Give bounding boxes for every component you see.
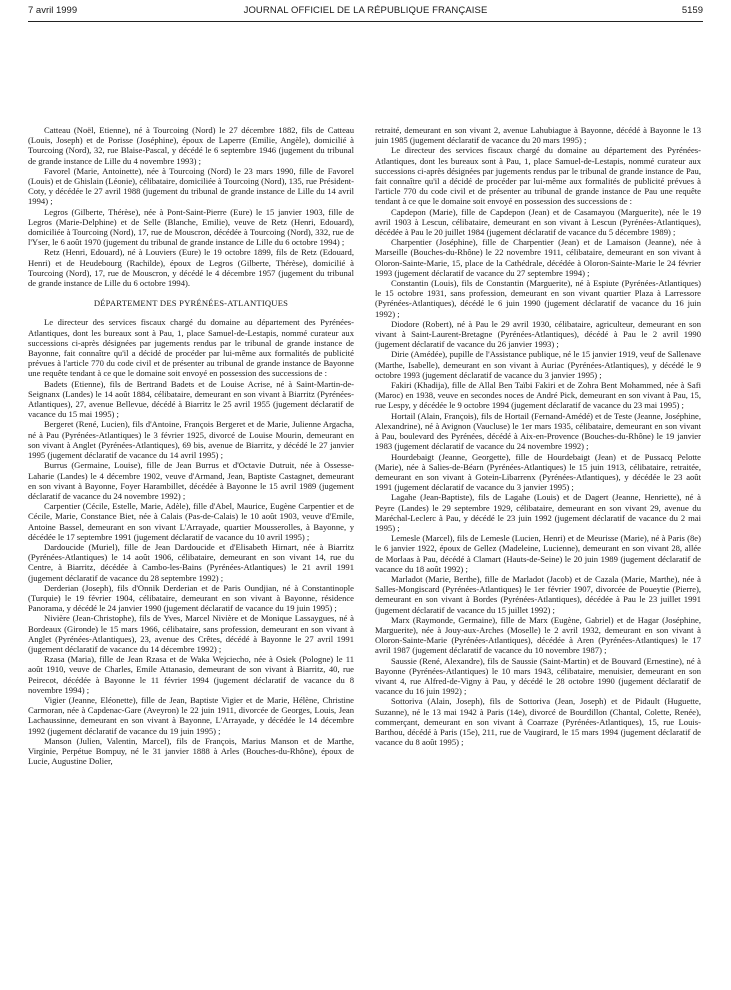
notice-paragraph: Derderian (Joseph), fils d'Onnik Derderian et de Paris Oundjian, né à Constantinople (Turquie) le 19 février 1904, célibataire, demeurant en son vivant à Bayonne, résidence Panorama, y décédé le 24 janvier 1990 (jugement déclaratif de vacance du 19 juin 1995) ; xyxy=(28,582,354,614)
continued-paragraph: retraité, demeurant en son vivant 2, avenue Lahubiague à Bayonne, décédé à Bayonne le 13 juin 1985 (jugement déclaratif de vacance du 20 mars 1995) ; xyxy=(375,125,701,146)
left-column xyxy=(28,125,354,985)
page-header xyxy=(28,5,703,19)
notice-paragraph: Favorel (Marie, Antoinette), née à Tourcoing (Nord) le 23 mars 1990, fille de Favorel (Louis) et de Ghislain (Léonie), célibataire, domiciliée à Tourcoing (Nord), 135, rue Président-Coty, y décédée le 27 avril 1988 (jugement du tribunal de grande instance de Lille du 14 avril 1994) ; xyxy=(28,165,354,207)
notice-paragraph: Marladot (Marie, Berthe), fille de Marladot (Jacob) et de Cazala (Marie, Marthe), née à Salles-Mongiscard (Pyrénées-Atlantiques) le 1er février 1907, divorcée de Poueytie (Pierre), demeurant en son vivant à Bordes (Pyrénées-Atlantiques), décédée à Pau le 23 juillet 1991 (jugement déclaratif de vacance du 15 juillet 1992) ; xyxy=(375,573,701,615)
notice-paragraph: Hourdebaigt (Jeanne, Georgette), fille de Hourdebaigt (Jean) et de Pussacq Pelotte (Marie), née à Salies-de-Béarn (Pyrénées-Atlantiques) le 15 juin 1913, célibataire, retraitée, demeurant en son vivant à Gotein-Libarrenx (Pyrénées-Atlantiques), y décédée le 23 août 1991 (jugement déclaratif de vacance du 3 janvier 1995) ; xyxy=(375,451,701,493)
notice-paragraph: Saussie (René, Alexandre), fils de Saussie (Saint-Martin) et de Bouvard (Ernestine), né à Bayonne (Pyrénées-Atlantiques) le 10 mars 1943, célibataire, menuisier, demeurant en son vivant 4, rue Alfred-de-Vigny à Pau, y décédé le 28 octobre 1990 (jugement déclaratif de vacance du 16 juin 1992) ; xyxy=(375,655,701,697)
notice-paragraph: Capdepon (Marie), fille de Capdepon (Jean) et de Casamayou (Marguerite), née le 19 avril 1903 à Lescun, célibataire, demeurant en son vivant à Lescun (Pyrénées-Atlantiques), décédée à Pau le 20 juillet 1984 (jugement déclaratif de vacance du 5 décembre 1989) ; xyxy=(375,206,701,238)
notice-paragraph: Hortail (Alain, François), fils de Hortail (Fernand-Amédé) et de Teste (Jeanne, Joséphine, Alexandrine), né à Avignon (Vaucluse) le 1er mars 1935, célibataire, demeurant en son vivant à Pau, boulevard des Pyrénées, décédé à Aix-en-Provence (Bouches-du-Rhône) le 19 janvier 1983 (jugement déclaratif de vacance du 24 novembre 1992) ; xyxy=(375,410,701,452)
notice-paragraph: Burrus (Germaine, Louise), fille de Jean Burrus et d'Octavie Dutruit, née à Ossesse-Laharie (Landes) le 4 décembre 1902, veuve d'Armand, Jean, Baptiste Castagnet, demeurant en son vivant à Bayonne, Foyer Harambillet, décédée à Bayonne le 15 avril 1989 (jugement déclaratif de vacance du 24 novembre 1992) ; xyxy=(28,460,354,501)
notice-paragraph: Badets (Etienne), fils de Bertrand Badets et de Louise Acrise, né à Saint-Martin-de-Seignanx (Landes) le 14 août 1884, célibataire, demeurant en son vivant à Biarritz (Pyrénées-Atlantiques), 27, avenue Bellevue, décédé à Biarritz le 25 avril 1955 (jugement déclaratif de vacance du 15 mai 1995) ; xyxy=(28,378,354,420)
notice-paragraph: Rzasa (Maria), fille de Jean Rzasa et de Waka Wejciecho, née à Osiek (Pologne) le 11 août 1910, veuve de Charles, Emile Attanasio, demeurant de son vivant à Biarritz, 40, rue Peirecot, décédée à Bayonne le 11 février 1994 (jugement déclaratif de vacance du 8 novembre 1994) ; xyxy=(28,654,354,695)
right-column xyxy=(375,125,701,985)
notice-paragraph: Carpentier (Cécile, Estelle, Marie, Adèle), fille d'Abel, Maurice, Eugène Carpentier et de Cécile, Marie, Constance Biet, née à Calais (Pas-de-Calais) le 10 août 1903, veuve d'Emile, Antoine Bassel, demeurant en son vivant L'Arrayade, quartier Mousserolles, à Bayonne, y décédée le 17 septembre 1991 (jugement déclaratif de vacance du 10 avril 1995) ; xyxy=(28,501,354,542)
intro-paragraph: Le directeur des services fiscaux chargé du domaine au département des Pyrénées-Atlantiques, dont les bureaux sont à Pau, 1, place Samuel-de-Lestapis, nommé curateur aux successions ci-après désignées par jugements rendus par le tribunal de grande instance de Pau, fait connaître qu'il a décidé de procéder par lui-même aux formalités de publicité prévues à l'article 770 du code civil et de présenter au tribunal de grande instance de Pau une requête tendant à ce que le domaine soit envoyé en possession des successions de : xyxy=(375,145,701,207)
notice-paragraph: Manson (Julien, Valentin, Marcel), fils de François, Marius Manson et de Marthe, Virginie, Perpétue Bompuy, né le 31 janvier 1888 à Arles (Bouches-du-Rhône), époux de Lucie, Augustine Dolier, xyxy=(28,735,354,767)
notice-paragraph: Constantin (Louis), fils de Constantin (Marguerite), né à Espiute (Pyrénées-Atlantiques) le 15 octobre 1931, sans profession, demeurant en son vivant quartier Plaza à Larressore (Pyrénées-Atlantiques), décédé le 6 juin 1990 (jugement déclaratif de vacance du 16 juin 1992) ; xyxy=(375,278,701,319)
journal-title: JOURNAL OFFICIEL DE LA RÉPUBLIQUE FRANÇAISE xyxy=(243,5,488,16)
section-heading: DÉPARTEMENT DES PYRÉNÉES-ATLANTIQUES xyxy=(93,298,289,309)
notice-paragraph: Marx (Raymonde, Germaine), fille de Marx (Eugène, Gabriel) et de Hagar (Joséphine, Marguerite), née à Jouy-aux-Arches (Moselle) le 2 avril 1932, demeurant en son vivant à Oloron-Sainte-Marie (Pyrénées-Atlantiques), décédée à Aren (Pyrénées-Atlantiques) le 17 avril 1987 (jugement déclaratif de vacance du 10 novembre 1987) ; xyxy=(375,614,701,656)
notice-paragraph: Lagahe (Jean-Baptiste), fils de Lagahe (Louis) et de Dagert (Jeanne, Henriette), né à Peyre (Landes) le 29 septembre 1929, célibataire, demeurant en son vivant 29, avenue du Maréchal-Leclerc à Pau, y décédé le 23 juin 1992 (jugement déclaratif de vacance du 2 mai 1995) ; xyxy=(375,492,701,533)
notice-paragraph: Diodore (Robert), né à Pau le 29 avril 1930, célibataire, agriculteur, demeurant en son vivant à Saint-Laurent-Bretagne (Pyrénées-Atlantiques), décédé à Pau le 2 avril 1990 (jugement déclaratif de vacance du 26 janvier 1993) ; xyxy=(375,318,701,350)
page-number: 5159 xyxy=(681,5,703,16)
notice-paragraph: Legros (Gilberte, Thérèse), née à Pont-Saint-Pierre (Eure) le 15 janvier 1903, fille de Legros (Marie-Delphine) et de Selle (Blanche, Emilie), veuve de Retz (Henri, Edouard), domiciliée à Tourcoing (Nord), 17, rue de Mouscron, décédée à Tourcoing (Nord), 332, rue de l'Yser, le 6 août 1970 (jugement du tribunal de grande instance de Lille du 6 octobre 1994) ; xyxy=(28,206,354,248)
notice-paragraph: Nivière (Jean-Christophe), fils de Yves, Marcel Nivière et de Monique Lassaygues, né à Bordeaux (Gironde) le 15 mars 1966, célibataire, sans profession, demeurant en son vivant à Anglet (Pyrénées-Atlantiques), 23, avenue des Crêtes, décédé à Bayonne le 27 avril 1991 (jugement déclaratif de vacance du 14 décembre 1992) ; xyxy=(28,613,354,654)
intro-paragraph: Le directeur des services fiscaux chargé du domaine au département des Pyrénées-Atlantiques, dont les bureaux sont à Pau, 1, place Samuel-de-Lestapis, nommé curateur aux successions ci-après désignées par jugements rendus par le tribunal de grande instance de Bayonne, fait connaître qu'il a décidé de procéder par lui-même aux formalités de publicité prévues à l'article 770 du code civil et de présenter au tribunal de grande instance de Bayonne une requête tendant à ce que le domaine soit envoyé en possession des successions de : xyxy=(28,317,354,379)
issue-date: 7 avril 1999 xyxy=(28,5,78,16)
notice-paragraph: Retz (Henri, Edouard), né à Louviers (Eure) le 19 octobre 1899, fils de Retz (Edouard, Henri) et de Heudebourg (Rachilde), époux de Legros (Gilberte, Thérèse), domicilié à Tourcoing (Nord), 17, rue de Mouscron, y décédé le 4 décembre 1957 (jugement du tribunal de grande instance de Lille du 6 octobre 1994). xyxy=(28,247,354,289)
notice-paragraph: Dirie (Amédée), pupille de l'Assistance publique, né le 15 janvier 1919, veuf de Sallenave (Marthe, Isabelle), demeurant en son vivant à Auriac (Pyrénées-Atlantiques), y décédé le 9 octobre 1993 (jugement déclaratif de vacance du 3 janvier 1995) ; xyxy=(375,349,701,380)
notice-paragraph: Charpentier (Joséphine), fille de Charpentier (Jean) et de Lamaison (Jeanne), née à Marseille (Bouches-du-Rhône) le 22 novembre 1911, célibataire, demeurant en son vivant à Oloron-Sainte-Marie, 15, place de la Cathédrale, décédée à Oloron-Sainte-Marie le 24 février 1993 (jugement déclaratif de vacance du 27 septembre 1994) ; xyxy=(375,237,701,278)
notice-paragraph: Catteau (Noël, Etienne), né à Tourcoing (Nord) le 27 décembre 1882, fils de Catteau (Louis, Joseph) et de Porisse (Joséphine), époux de Laperre (Emilie, Angèle), domicilié à Tourcoing (Nord), 32, rue Blaise-Pascal, y décédé le 6 septembre 1946 (jugement du tribunal de grande instance de Lille du 4 novembre 1993) ; xyxy=(28,125,354,166)
notice-paragraph: Lemesle (Marcel), fils de Lemesle (Lucien, Henri) et de Meurisse (Marie), né à Paris (8e) le 6 janvier 1922, époux de Gellez (Madeleine, Lucienne), demeurant en son vivant 28, allée de Morlaas à Pau, décédé à Clamart (Hauts-de-Seine) le 20 juin 1989 (jugement déclaratif de vacance du 18 août 1992) ; xyxy=(375,533,701,574)
notice-paragraph: Vigier (Jeanne, Eléonette), fille de Jean, Baptiste Vigier et de Marie, Hélène, Christine Carmoran, née à Capdenac-Gare (Aveyron) le 22 juin 1911, divorcée de Georges, Louis, Jean Lachaussinne, demeurant en son vivant à Bayonne, L'Arrayade, y décédée le 14 décembre 1992 (jugement déclaratif de vacance du 19 juin 1995) ; xyxy=(28,694,354,736)
notice-paragraph: Bergeret (René, Lucien), fils d'Antoine, François Bergeret et de Marie, Julienne Argacha, né à Pau (Pyrénées-Atlantiques) le 3 février 1925, divorcé de Louise Mourin, demeurant en son vivant à Anglet (Pyrénées-Atlantiques), 69 bis, avenue de Biarritz, y décédé le 27 janvier 1995 (jugement déclaratif de vacance du 14 avril 1995) ; xyxy=(28,419,354,461)
notice-paragraph: Fakiri (Khadija), fille de Allal Ben Taïbi Fakiri et de Zohra Bent Mohammed, née à Safi (Maroc) en 1938, veuve en secondes noces de André Pick, demeurant en son vivant à Pau, 15, rue Lespy, y décédée le 9 octobre 1994 (jugement déclaratif de vacance du 23 mai 1995) ; xyxy=(375,380,701,411)
notice-paragraph: Sottoriva (Alain, Joseph), fils de Sottoriva (Jean, Joseph) et de Pidault (Huguette, Suzanne), né le 13 mai 1942 à Paris (14e), divorcé de Bourdillon (Chantal, Colette, Renée), commerçant, demeurant en son vivant à Coarraze (Pyrénées-Atlantiques), 15, rue Louis-Barthou, décédé à Paris (15e), 211, rue de Vaugirard, le 15 mars 1994 (jugement déclaratif de vacance du 8 août 1995) ; xyxy=(375,696,701,748)
header-rule xyxy=(28,21,703,22)
notice-paragraph: Dardoucide (Muriel), fille de Jean Dardoucide et d'Elisabeth Hirnart, née à Biarritz (Pyrénées-Atlantiques) le 14 août 1906, célibataire, demeurant en son vivant 14, rue du Centre, à Biarritz, décédée à Cambo-les-Bains (Pyrénées-Atlantiques) le 21 avril 1991 (jugement déclaratif de vacance du 28 septembre 1992) ; xyxy=(28,541,354,583)
